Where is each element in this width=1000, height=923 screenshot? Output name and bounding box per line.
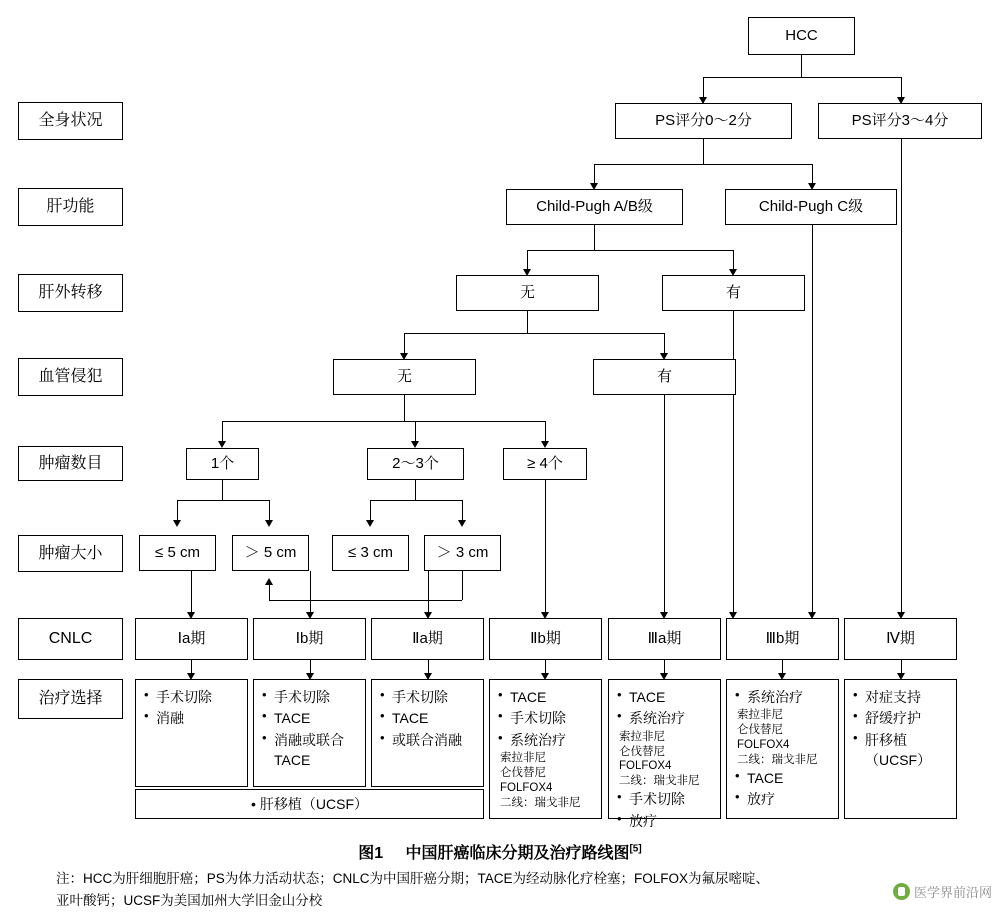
row-label-vascular-invasion [18, 358, 123, 396]
treatment-list [380, 687, 477, 751]
notes-line-2: 亚叶酸钙；UCSF为美国加州大学旧金山分校 [56, 892, 323, 908]
treatment-item: • 放疗 [617, 811, 714, 831]
treatment-item: • 手术切除 [380, 687, 477, 707]
row-label-cnlc [18, 618, 123, 660]
treatment-subitem: FOLFOX4 [619, 760, 672, 773]
treatment-item: • 系统治疗 [735, 687, 832, 707]
connector [812, 225, 813, 617]
connector [527, 311, 528, 333]
connector [703, 139, 704, 164]
caption-reference: [5] [629, 843, 642, 855]
node-tumor-count-1 [186, 448, 259, 480]
node-tumor-count-4plus [503, 448, 587, 480]
treatment-subitem: 二线：瑞戈非尼 [500, 796, 581, 809]
arrow [218, 441, 226, 448]
arrow [458, 520, 466, 527]
connector [664, 395, 665, 617]
stage-label: Ⅰb期 [295, 629, 324, 647]
stage-box-1b [253, 618, 366, 660]
connector [370, 500, 462, 501]
figure-notes [30, 868, 970, 911]
node-child-pugh-ab [506, 189, 683, 225]
connector [269, 585, 270, 600]
treatment-list [144, 687, 241, 730]
node-vascular-yes [593, 359, 736, 395]
stage-label: Ⅲa期 [647, 629, 682, 647]
node-child-pugh-c [725, 189, 897, 225]
caption-title: 中国肝癌临床分期及治疗路线图 [405, 845, 630, 862]
node-label: ≤ 5 cm [155, 543, 200, 561]
treatment-item: • TACE [735, 768, 832, 788]
liver-transplant-bar [135, 789, 484, 819]
treatment-subitem: 仑伐替尼 [619, 745, 665, 758]
node-size-le-3cm [332, 535, 409, 571]
row-label-treatment-choice [18, 679, 123, 719]
figure-caption [0, 840, 1000, 863]
node-label: PS评分0～2分 [655, 111, 752, 129]
treatment-item: • 肝移植（UCSF） [853, 730, 950, 771]
row-label-tumor-size [18, 535, 123, 572]
stage-label: Ⅰa期 [177, 629, 206, 647]
treatment-item: • 手术切除 [617, 789, 714, 809]
treatment-item: • TACE [617, 687, 714, 707]
node-label: 无 [396, 367, 412, 385]
connector [594, 164, 812, 165]
row-label-text: 治疗选择 [38, 690, 103, 708]
node-extrahepatic-none [456, 275, 599, 311]
node-ps-3-4 [818, 103, 982, 139]
arrow [411, 441, 419, 448]
treatment-item: • TACE [498, 687, 595, 707]
treatment-item: • 手术切除 [498, 708, 595, 728]
connector [177, 500, 269, 501]
node-label: ≤ 3 cm [348, 543, 393, 561]
node-label: ＞ 5 cm [244, 543, 297, 561]
stage-label: Ⅲb期 [765, 629, 800, 647]
treatment-subitem: FOLFOX4 [737, 739, 790, 752]
notes-line-1: 注：HCC为肝细胞肝癌；PS为体力活动状态；CNLC为中国肝癌分期；TACE为经动脉化疗栓塞；FOLFOX为氟尿嘧啶、 [56, 871, 770, 886]
connector [428, 571, 429, 617]
node-label: HCC [785, 26, 818, 44]
connector [801, 55, 802, 77]
treatment-item: • 手术切除 [144, 687, 241, 707]
treatment-item: • 手术切除 [262, 687, 359, 707]
treatment-subitem: 索拉非尼 [737, 709, 783, 722]
row-label-extrahepatic-metastasis [18, 274, 123, 312]
connector [733, 311, 734, 617]
arrow [265, 578, 273, 585]
liver-transplant-label: 肝移植（UCSF） [259, 796, 369, 812]
treatment-box-2a [371, 679, 484, 787]
row-label-text: 肝外转移 [38, 284, 103, 302]
connector [404, 395, 405, 421]
arrow [541, 441, 549, 448]
arrow [173, 520, 181, 527]
treatment-item: • TACE [380, 708, 477, 728]
treatment-subitem: 仑伐替尼 [500, 766, 546, 779]
row-label-text: CNLC [48, 630, 93, 648]
node-tumor-count-2-3 [367, 448, 464, 480]
connector [462, 571, 463, 600]
treatment-subitem: 二线：瑞戈非尼 [737, 754, 818, 767]
node-label: Child-Pugh C级 [758, 197, 864, 215]
node-label: 有 [725, 283, 741, 301]
connector [222, 421, 545, 422]
stage-box-2b [489, 618, 602, 660]
row-label-text: 肝功能 [46, 198, 95, 216]
treatment-box-1a [135, 679, 248, 787]
stage-label: Ⅱb期 [530, 629, 561, 647]
node-label: ＞ 3 cm [436, 543, 489, 561]
row-label-tumor-number [18, 446, 123, 481]
node-extrahepatic-yes [662, 275, 805, 311]
row-label-text: 血管侵犯 [38, 368, 103, 386]
connector [404, 333, 664, 334]
watermark-label: 医学界前沿网 [913, 885, 992, 900]
row-label-general-condition [18, 102, 123, 140]
treatment-box-2b [489, 679, 602, 819]
node-vascular-none [333, 359, 476, 395]
node-ps-0-2 [615, 103, 792, 139]
row-label-text: 肿瘤大小 [38, 544, 103, 562]
stage-box-2a [371, 618, 484, 660]
treatment-item: • 系统治疗 [617, 708, 714, 728]
treatment-list [853, 687, 950, 771]
connector [545, 480, 546, 617]
stage-box-3b [726, 618, 839, 660]
treatment-subitem: FOLFOX4 [500, 781, 553, 794]
watermark [893, 882, 992, 901]
node-label: 1个 [210, 454, 235, 472]
treatment-subitem: 仑伐替尼 [737, 724, 783, 737]
treatment-box-3a [608, 679, 721, 829]
node-label: 有 [656, 367, 672, 385]
connector [191, 571, 192, 617]
connector [269, 600, 462, 601]
node-size-gt-3cm [424, 535, 501, 571]
wechat-logo-icon [893, 883, 910, 900]
node-size-le-5cm [139, 535, 216, 571]
stage-label: Ⅳ期 [886, 629, 915, 647]
treatment-list [498, 687, 595, 811]
treatment-box-3b [726, 679, 839, 819]
node-size-gt-5cm [232, 535, 309, 571]
row-label-text: 全身状况 [38, 112, 103, 130]
node-label: 无 [519, 283, 535, 301]
connector [527, 250, 733, 251]
treatment-item: • TACE [262, 708, 359, 728]
treatment-item: • 或联合消融 [380, 730, 477, 750]
treatment-item: • 系统治疗 [498, 730, 595, 750]
treatment-item: • 放疗 [735, 789, 832, 809]
treatment-item: • 对症支持 [853, 687, 950, 707]
stage-label: Ⅱa期 [412, 629, 443, 647]
bullet-icon: • [250, 796, 256, 812]
treatment-subitem: 索拉非尼 [500, 751, 546, 764]
connector [415, 480, 416, 500]
row-label-text: 肿瘤数目 [38, 454, 103, 472]
node-label: PS评分3～4分 [851, 111, 949, 129]
treatment-list [262, 687, 359, 771]
treatment-list [735, 687, 832, 811]
treatment-item: • 消融 [144, 708, 241, 728]
row-label-liver-function [18, 188, 123, 226]
stage-box-3a [608, 618, 721, 660]
treatment-box-1b [253, 679, 366, 787]
treatment-list [617, 687, 714, 832]
connector [901, 139, 902, 617]
treatment-item: • 舒缓疗护 [853, 708, 950, 728]
caption-number: 图1 [358, 845, 384, 862]
connector [594, 225, 595, 250]
stage-box-4 [844, 618, 957, 660]
node-hcc [748, 17, 855, 55]
connector [703, 77, 901, 78]
treatment-item: • 消融或联合TACE [262, 730, 359, 771]
node-label: Child-Pugh A/B级 [536, 197, 653, 215]
treatment-subitem: 索拉非尼 [619, 730, 665, 743]
connector [310, 571, 311, 617]
treatment-subitem: 二线：瑞戈非尼 [619, 775, 700, 788]
treatment-box-4 [844, 679, 957, 819]
stage-box-1a [135, 618, 248, 660]
connector [222, 480, 223, 500]
node-label: 2～3个 [392, 454, 439, 472]
node-label: ≥ 4个 [527, 454, 563, 472]
arrow [366, 520, 374, 527]
arrow [265, 520, 273, 527]
